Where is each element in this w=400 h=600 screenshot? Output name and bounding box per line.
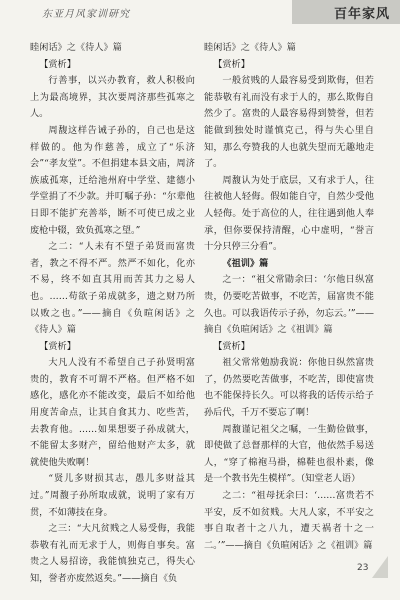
section-title: 《祖训》篇	[222, 257, 269, 269]
appreciation-tag: 【赏析】	[39, 340, 76, 352]
running-head-brand: 百年家风	[333, 7, 390, 22]
page-number: 23	[357, 563, 369, 573]
paragraph: 之二：“祖母抚余曰：‘……富贵若不平安，反不如贫贱。大凡人家，不平安之事自取者十之八九，遭天祸者十之一二。’”——摘自《负暄闲话》之《祖训》篇	[204, 490, 374, 551]
paragraph: 大凡人没有不希望自己子孙贤明富贵的，教育不可谓不严格。但严格不如感化，感化亦不能改变，最后不如给他用度苦命点，让其自食其力、吃些苦，去教育他。……如果想要子孙成就大，不能留太多财产，留给他财产太多，就就使他失败啊！	[30, 357, 195, 468]
paragraph: “贤儿多财损其志，愚儿多财益其过。”周馥子孙所取成就，说明了家有万贯，不如薄技在身。	[30, 473, 195, 518]
paragraph: 行善事，以兴办教育，救人积极向上为最高境界，其次要周济那些孤寒之人。	[30, 75, 195, 120]
paragraph: 之二：“人未有不望子弟贤而富贵者，教之不得不严。然严不如化，化亦不易，终不如直其用而苦其力之易人也。……苟欲子弟成就多，遗之财乃所以败之也。”——摘自《负暄闲话》之《待人》篇	[30, 241, 195, 336]
paragraph: 之一：“祖父常勖余曰：‘尔他日纵富贵，仍要吃苦做事，不吃苦，届富贵不能久也。可以我语传示子孙，勿忘云。’”——摘自《负暄闲话》之《祖训》篇	[204, 274, 374, 336]
page-header	[0, 0, 400, 26]
paragraph: 之三：“大凡贫贱之人易受侮，我能恭敬有礼而无求于人，则侮自事矣。富贵之人易招谤，我能慎独克己，得失心知，誉者亦废然返矣。”——摘自《负	[30, 523, 195, 584]
paragraph: 周馥认为处于底层，又有求于人，往往被他人轻侮。假如能自守，自然少受他人轻侮。处于高位的人，往往遇到他人奉承，但你要保持清醒，心中虚明，“誉言十分只停三分看”。	[204, 174, 374, 253]
appreciation-tag: 【赏析】	[39, 58, 76, 70]
paragraph: 周馥谨记祖父之嘱，一生勤俭做事，即使做了总督那样的大官，他依然手易送人，“穿了棉袍马褂，棉鞋也很朴素，像是一个教书先生模样”。（知堂老人语）	[204, 423, 374, 485]
paragraph: 睦闲话》之《待人》篇	[30, 42, 122, 53]
appreciation-tag: 【赏析】	[213, 340, 250, 352]
running-head-title: 东亚月风家训研究	[42, 9, 130, 20]
paragraph: 一般贫贱的人最容易受到欺侮，但若能恭敬有礼而没有求于人的，那么欺侮自然少了。富贵的人最容易得到赞誉，但若能做到独处时谨慎克己，得与失心里自知，那么夸赞我的人也就失望而无趣地走了。	[204, 75, 374, 170]
paragraph: 周馥这样告诫子孙的，自己也是这样做的。他为作慈善，成立了“乐济会”“孝友堂”。不但捐建本县文庙，周济族戚孤寒，迁给池州府中学堂、建德小学堂捐了不少款。并叮嘱子孙：“尔辈他日即不能扩充善举，断不可使已成之业废枪中辍，致负孤寒之望。”	[30, 124, 195, 236]
left-column	[30, 40, 195, 588]
paragraph: 祖父常常勉励我说：你他日纵然富贵了，仍然要吃苦做事，不吃苦，即使富贵也不能保持长久。可以将我的话传示给子孙后代，千万不要忘了啊！	[204, 357, 374, 419]
right-column	[204, 40, 374, 554]
paragraph: 睦闲话》之《待人》篇	[204, 42, 296, 53]
page-corner-decoration	[372, 556, 388, 578]
appreciation-tag: 【赏析】	[213, 58, 250, 70]
